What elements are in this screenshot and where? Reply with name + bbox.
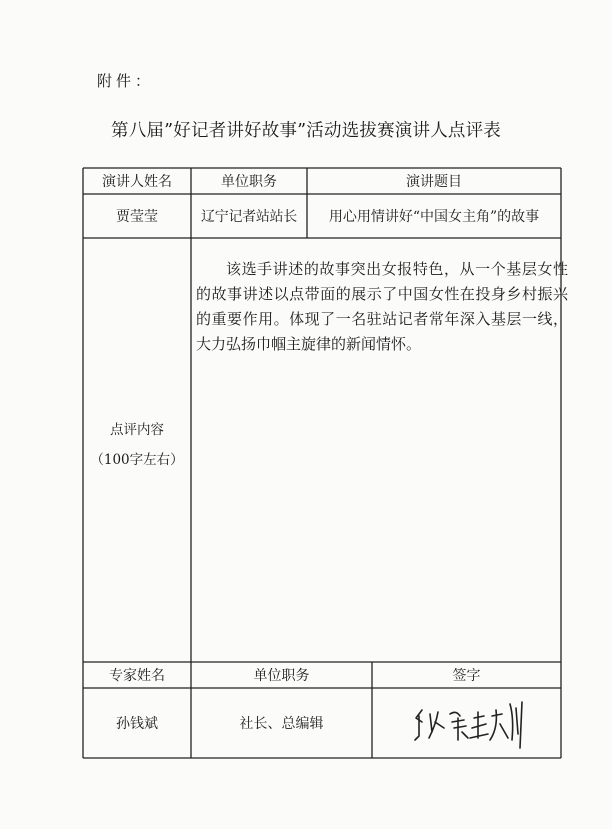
expert-name-header: 专家姓名 [109, 668, 165, 684]
signature-header: 签字 [452, 668, 481, 684]
expert-position-value: 社长、总编辑 [239, 716, 324, 732]
expert-name-value: 孙钱斌 [116, 716, 158, 732]
speaker-name-header: 演讲人姓名 [102, 174, 172, 190]
handwritten-signature [372, 688, 560, 756]
position-header: 单位职务 [221, 174, 277, 190]
attachment-label: 附件： [97, 72, 155, 90]
comment-text: 该选手讲述的故事突出女报特色，从一个基层女性的故事讲述以点带面的展示了中国女性在投身乡村振兴的重要作用。体现了一名驻站记者常年深入基层一线，大力弘扬巾帼主旋律的新闻情怀。 [196, 260, 568, 353]
form-title: 第八届”好记者讲好故事”活动选拔赛演讲人点评表 [111, 121, 501, 141]
comment-label: 点评内容 [110, 422, 164, 438]
comment-word-limit: （100字左右） [90, 452, 184, 468]
speech-topic-value: 用心用情讲好“中国女主角”的故事 [328, 209, 540, 225]
speaker-position-value: 辽宁记者站站长 [201, 209, 297, 225]
topic-header: 演讲题目 [406, 174, 462, 190]
expert-position-header: 单位职务 [253, 668, 310, 684]
speaker-name-value: 贾莹莹 [116, 209, 158, 225]
comment-label-block [83, 415, 191, 475]
